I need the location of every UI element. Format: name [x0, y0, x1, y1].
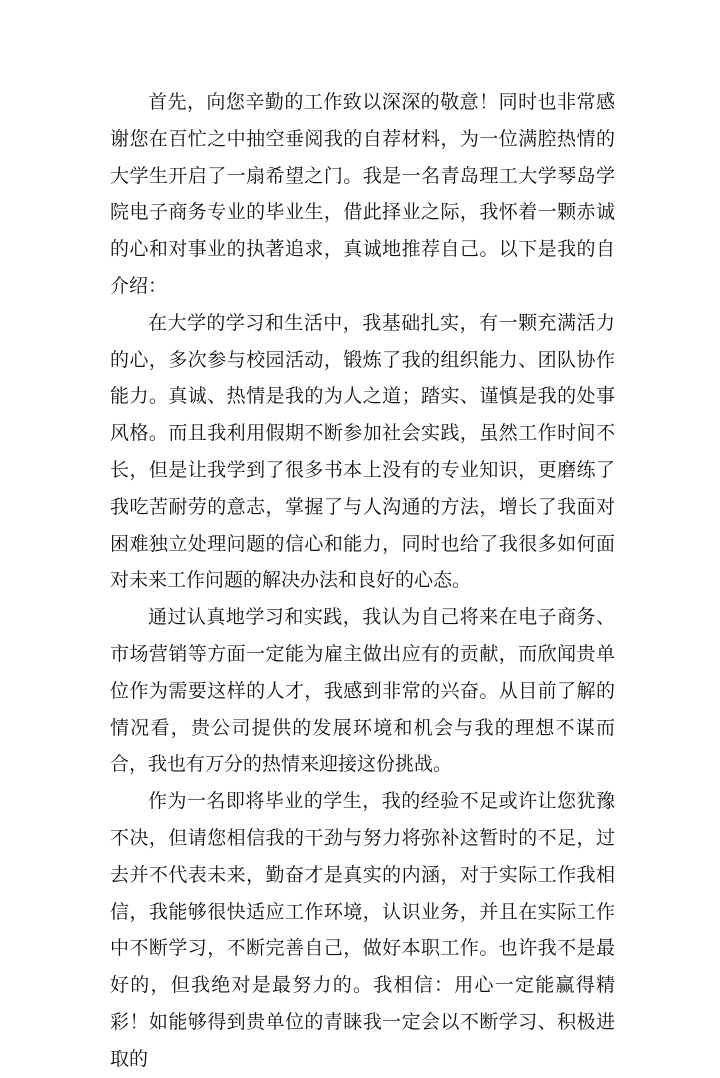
paragraph-university-life: 在大学的学习和生活中，我基础扎实，有一颗充满活力的心，多次参与校园活动，锻炼了我的组织能力、团队协作能力。真诚、热情是我的为人之道；踏实、谨慎是我的处事风格。而且我利用假期不断参加社会实践，虽然工作时间不长，但是让我学到了很多书本上没有的专业知识，更磨练了我吃苦耐劳的意志，掌握了与人沟通的方法，增长了我面对困难独立处理问题的信心和能力，同时也给了我很多如何面对未来工作问题的解决办法和良好的心态。 [110, 311, 615, 592]
paragraph-commitment: 作为一名即将毕业的学生，我的经验不足或许让您犹豫不决，但请您相信我的干劲与努力将弥补这暂时的不足，过去并不代表未来，勤奋才是真实的内涵，对于实际工作我相信，我能够很快适应工作环境，认识业务，并且在实际工作中不断学习，不断完善自己，做好本职工作。也许我不是最好的，但我绝对是最努力的。我相信：用心一定能赢得精彩！如能够得到贵单位的青睐我一定会以不断学习、积极进取的 [110, 790, 615, 1070]
paragraph-career-fit: 通过认真地学习和实践，我认为自己将来在电子商务、市场营销等方面一定能为雇主做出应有的贡献，而欣闻贵单位作为需要这样的人才，我感到非常的兴奋。从目前了解的情况看，贵公司提供的发展环境和机会与我的理想不谋而合，我也有万分的热情来迎接这份挑战。 [110, 606, 615, 776]
letter-body [110, 84, 615, 1078]
paragraph-intro: 首先，向您辛勤的工作致以深深的敬意！同时也非常感谢您在百忙之中抽空垂阅我的自荐材料，为一位满腔热情的大学生开启了一扇希望之门。我是一名青岛理工大学琴岛学院电子商务专业的毕业生，借此择业之际，我怀着一颗赤诚的心和对事业的执著追求，真诚地推荐自己。以下是我的自介绍： [110, 91, 615, 297]
